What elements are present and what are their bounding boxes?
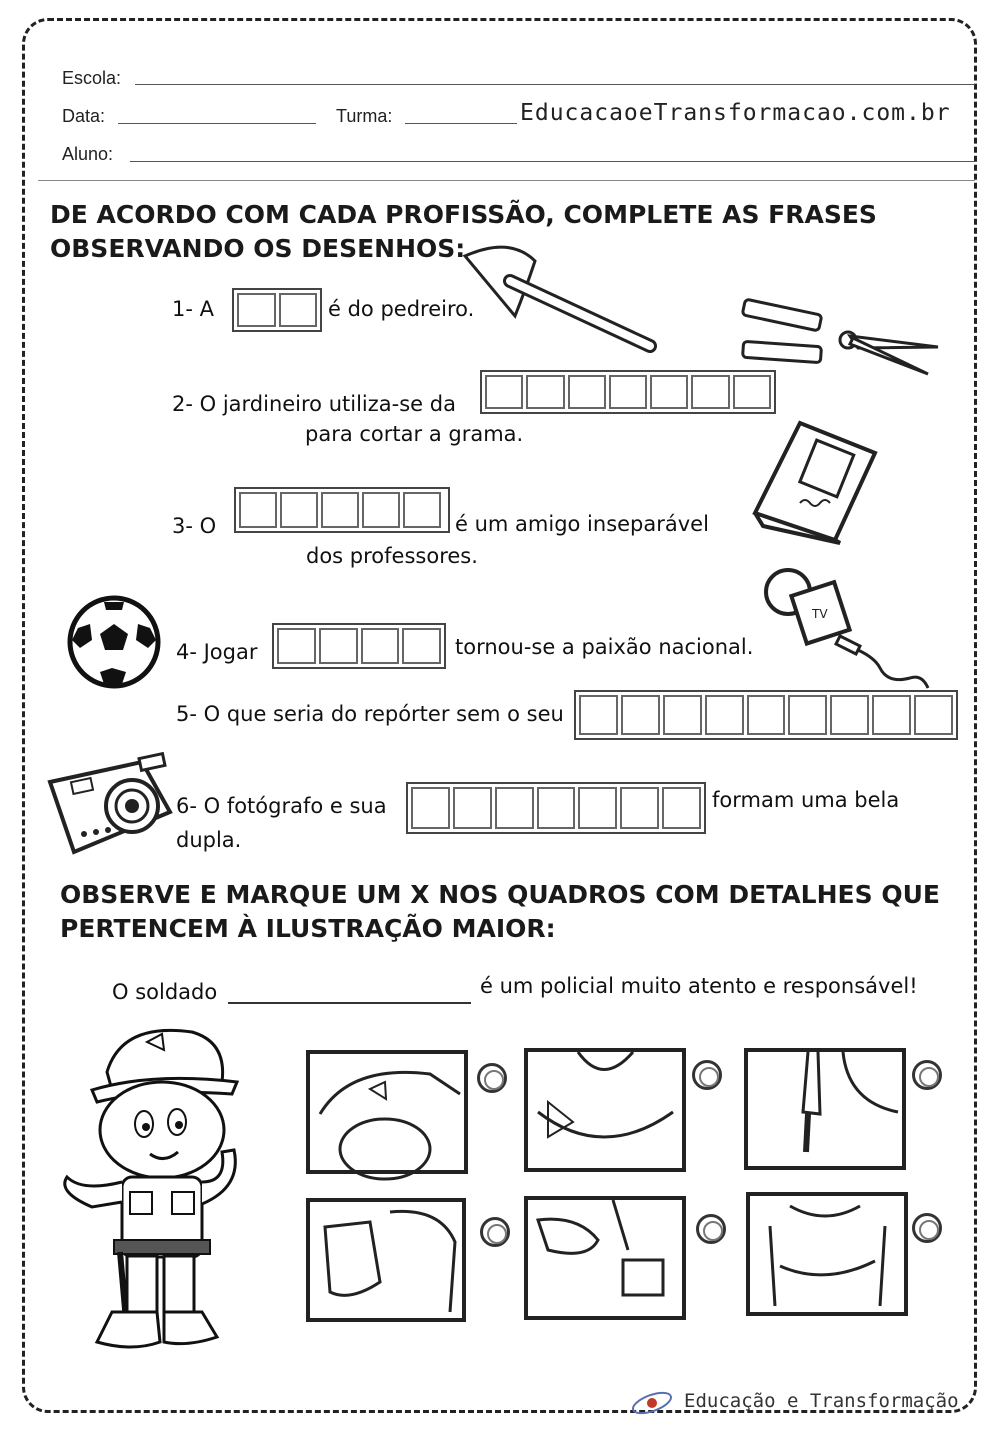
tv-microphone-icon	[760, 566, 930, 694]
q4-answer-boxes[interactable]	[272, 623, 446, 669]
data-label: Data:	[62, 106, 106, 126]
escola-field[interactable]	[135, 84, 975, 85]
section2-title-line1: OBSERVE E MARQUE UM X NOS QUADROS COM DETALHES QUE	[60, 880, 940, 909]
q4-text-before: 4- Jogar	[176, 640, 258, 664]
soldier-sentence-after: é um policial muito atento e responsável!	[480, 974, 918, 998]
section1-title-line2: OBSERVANDO OS DESENHOS:	[50, 234, 466, 263]
q6-text-after: formam uma bela	[712, 788, 900, 812]
soldier-boy-drawing	[52, 1012, 262, 1362]
detail-checkbox-3[interactable]	[912, 1060, 942, 1090]
footer-brand: Educação e Transformação	[684, 1390, 959, 1412]
camera-icon	[44, 752, 174, 856]
aluno-field[interactable]	[130, 161, 975, 162]
detail-frame-hand-pocket	[524, 1196, 686, 1320]
q1-text-after: é do pedreiro.	[328, 297, 475, 321]
q1-answer-boxes[interactable]	[232, 288, 322, 332]
section1-title-line1: DE ACORDO COM CADA PROFISSÃO, COMPLETE AS FRASES	[50, 200, 877, 229]
detail-frame-sneaker	[306, 1198, 466, 1322]
escola-label: Escola:	[62, 68, 122, 88]
q3-text-before: 3- O	[172, 514, 217, 538]
detail-checkbox-5[interactable]	[696, 1214, 726, 1244]
detail-checkbox-4[interactable]	[480, 1217, 510, 1247]
detail-frame-cap-face	[306, 1050, 468, 1174]
aluno-label: Aluno:	[62, 144, 114, 164]
brand-logo-icon	[630, 1386, 674, 1420]
q3-text-line2: dos professores.	[306, 544, 478, 568]
data-field[interactable]	[118, 123, 316, 124]
q4-text-after: tornou-se a paixão nacional.	[455, 635, 754, 659]
soldier-sentence-before: O soldado	[112, 980, 218, 1004]
svg-text:TV: TV	[812, 607, 828, 621]
turma-field[interactable]	[405, 123, 517, 124]
q6-text-before: 6- O fotógrafo e sua	[176, 794, 387, 818]
trowel-icon	[455, 236, 665, 361]
q2-text-before: 2- O jardineiro utiliza-se da	[172, 392, 456, 416]
detail-frame-arms-crossed	[746, 1192, 908, 1316]
q5-text-before: 5- O que seria do repórter sem o seu	[176, 702, 564, 726]
site-url: EducacaoeTransformacao.com.br	[520, 100, 951, 126]
detail-checkbox-2[interactable]	[692, 1060, 722, 1090]
section2-title-line2: PERTENCEM À ILUSTRAÇÃO MAIOR:	[60, 914, 556, 943]
detail-frame-collar	[524, 1048, 686, 1172]
detail-frame-baton	[744, 1048, 906, 1170]
detail-checkbox-1[interactable]	[477, 1063, 507, 1093]
turma-label: Turma:	[336, 106, 393, 126]
header-divider	[38, 180, 975, 181]
q3-text-after: é um amigo inseparável	[455, 512, 709, 536]
q2-text-line2: para cortar a grama.	[305, 422, 524, 446]
q1-text-before: 1- A	[172, 297, 214, 321]
q5-answer-boxes[interactable]	[574, 690, 958, 740]
q6-text-line2: dupla.	[176, 828, 242, 852]
q6-answer-boxes[interactable]	[406, 782, 706, 834]
book-icon	[745, 418, 885, 543]
soccer-ball-icon	[64, 594, 164, 690]
detail-checkbox-6[interactable]	[912, 1213, 942, 1243]
q2-answer-boxes[interactable]	[480, 370, 776, 414]
q3-answer-boxes[interactable]	[234, 487, 450, 533]
soldier-sentence-blank[interactable]	[228, 1002, 471, 1004]
